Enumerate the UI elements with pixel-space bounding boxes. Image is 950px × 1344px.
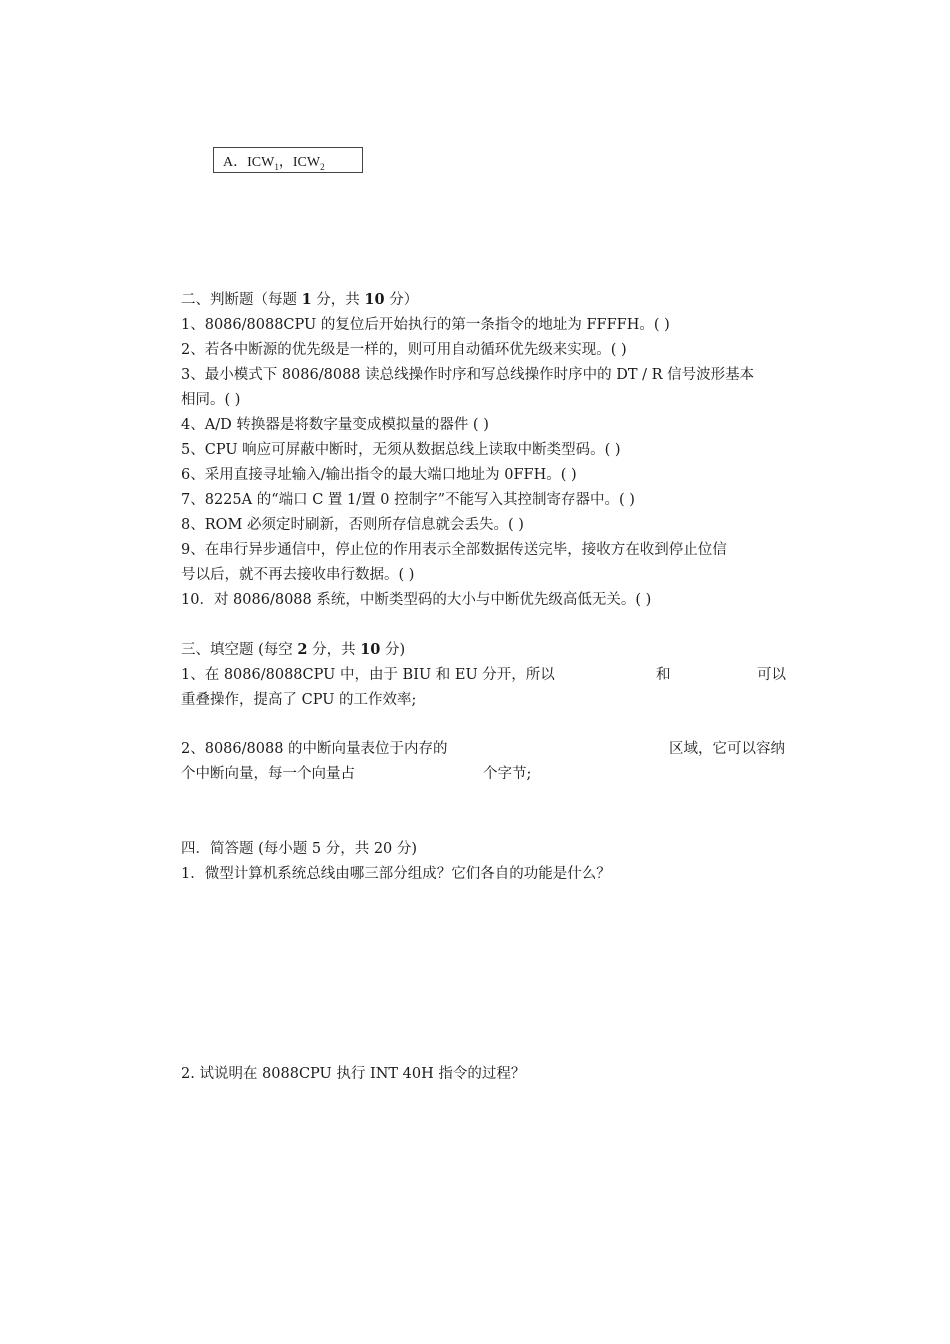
section2-item-9-cont: 号以后，就不再去接收串行数据。( ): [181, 567, 415, 583]
section3-q1-part-a: 1、在 8086/8088CPU 中，由于 BIU 和 EU 分开，所以: [181, 667, 555, 683]
icw2-label: ICW: [292, 155, 321, 170]
section3-q1-part-b: 和: [656, 667, 671, 683]
section3-title-points: 2: [297, 641, 308, 658]
section4-q2: 2. 试说明在 8088CPU 执行 INT 40H 指令的过程？: [181, 1066, 526, 1082]
section2-item-3-cont: 相同。( ): [181, 392, 241, 408]
section3-q2-line2-b: 个字节;: [483, 766, 532, 782]
section2-item-3: 3、最小模式下 8086/8088 读总线操作时序和写总线操作时序中的 DT / R 信号波形基本: [181, 367, 755, 383]
section3-q2-line2-a: 个中断向量，每一个向量占: [181, 766, 355, 782]
section2-title-mid: 分，共: [311, 292, 365, 308]
icw1-label: ICW: [247, 155, 275, 170]
section2-item-6: 6、采用直接寻址输入/输出指令的最大端口地址为 0FFH。( ): [181, 467, 577, 483]
section3-q2-part-a: 2、8086/8088 的中断向量表位于内存的: [181, 741, 448, 757]
section3-q1-line2: 重叠操作，提高了 CPU 的工作效率;: [181, 692, 417, 708]
choice-option-a-box: [213, 147, 363, 173]
section2-item-7: 7、8225A 的“端口 C 置 1/置 0 控制字”不能写入其控制寄存器中。( ): [181, 492, 635, 508]
section3-title-pre: 三、填空题 (每空: [181, 642, 298, 658]
section2-title-pre: 二、判断题（每题: [181, 292, 302, 308]
section2-item-10: 10．对 8086/8088 系统，中断类型码的大小与中断优先级高低无关。( ): [181, 592, 652, 608]
section2-title-points: 1: [301, 291, 312, 308]
section3-title-total: 10: [360, 641, 381, 658]
section4-title: 四．简答题 (每小题 5 分，共 20 分): [181, 841, 418, 857]
section2-item-4: 4、A/D 转换器是将数字量变成模拟量的器件 ( ): [181, 417, 489, 433]
icw2-subscript: 2: [320, 161, 325, 172]
section2-title: [181, 288, 418, 309]
section3-title-post: 分): [380, 642, 406, 658]
section3-title-mid: 分，共: [307, 642, 361, 658]
choice-separator: ，: [278, 155, 293, 170]
section3-title: [181, 638, 405, 659]
section2-item-1: 1、8086/8088CPU 的复位后开始执行的第一条指令的地址为 FFFFH。( ): [181, 317, 670, 333]
section2-item-8: 8、ROM 必须定时刷新，否则所存信息就会丢失。( ): [181, 517, 524, 533]
section2-item-5: 5、CPU 响应可屏蔽中断时，无须从数据总线上读取中断类型码。( ): [181, 442, 621, 458]
section3-q2-part-b: 区域，它可以容纳: [669, 741, 785, 757]
section2-item-2: 2、若各中断源的优先级是一样的，则可用自动循环优先级来实现。( ): [181, 342, 627, 358]
section4-q1: 1．微型计算机系统总线由哪三部分组成？它们各自的功能是什么？: [181, 866, 611, 882]
section2-title-total: 10: [364, 291, 385, 308]
icw1-subscript: 1: [274, 161, 279, 172]
section2-item-9: 9、在串行异步通信中，停止位的作用表示全部数据传送完毕，接收方在收到停止位信: [181, 542, 727, 558]
section3-q1-part-c: 可以: [757, 667, 786, 683]
choice-letter: A．: [223, 155, 248, 170]
section2-title-post: 分）: [384, 292, 419, 308]
